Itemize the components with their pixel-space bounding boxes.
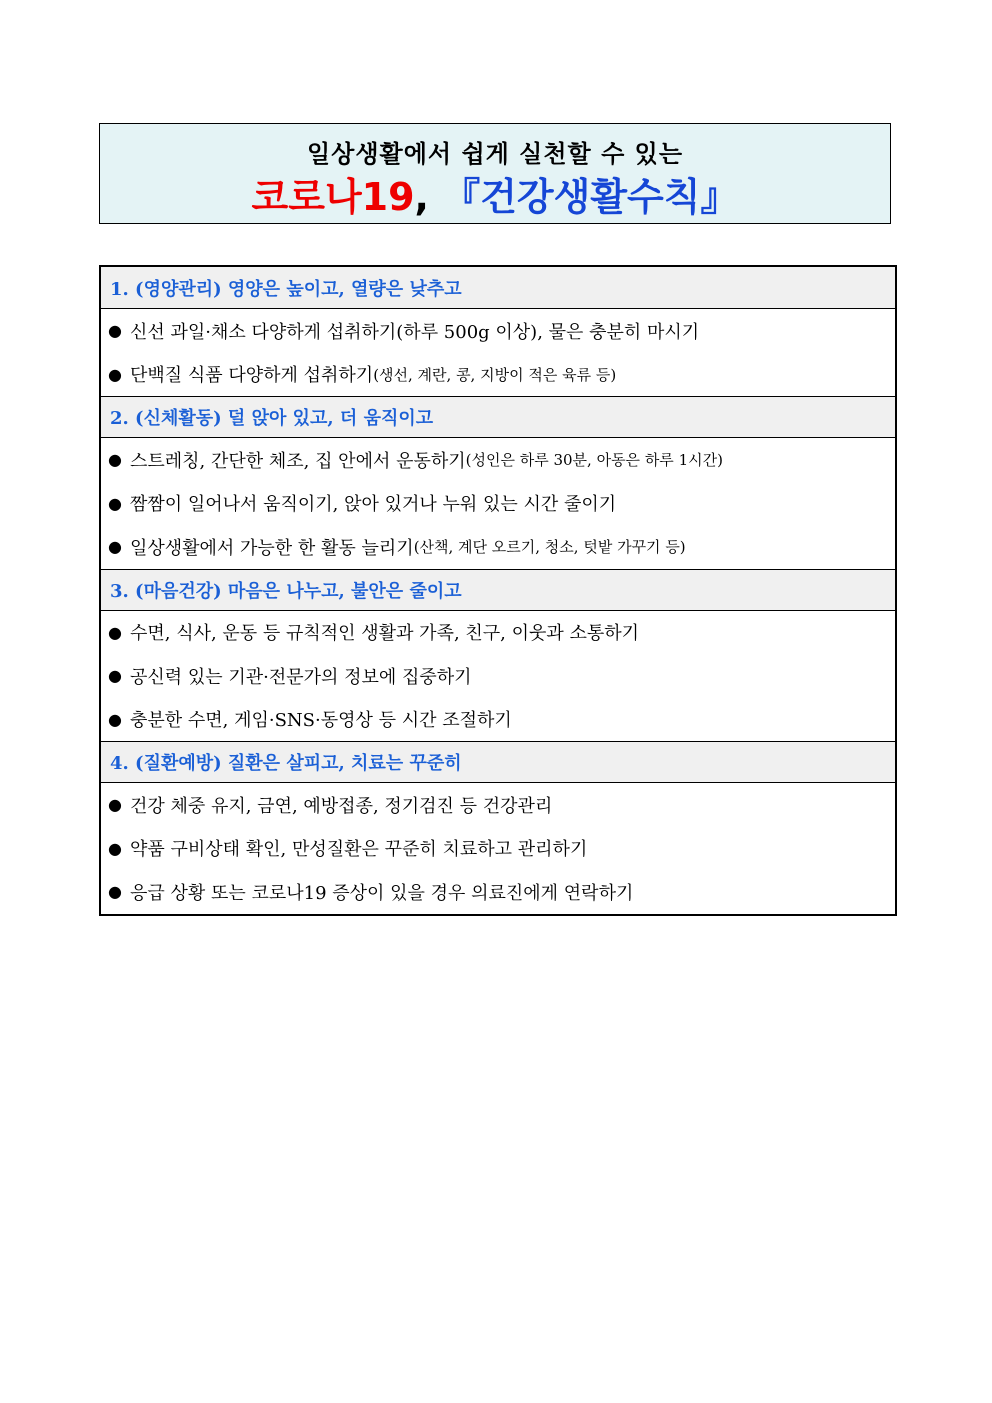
section-heading-activity: 2. (신체활동) 덜 앉아 있고, 더 움직이고 — [101, 396, 895, 438]
list-item — [101, 309, 895, 353]
title-box — [99, 123, 891, 224]
list-item — [101, 654, 895, 698]
section-items-disease-prevention — [101, 783, 895, 914]
list-item — [101, 482, 895, 526]
item-text: 충분한 수면, 게임·SNS·동영상 등 시간 조절하기 — [129, 710, 512, 732]
item-text: 약품 구비상태 확인, 만성질환은 꾸준히 치료하고 관리하기 — [129, 839, 588, 861]
bullet-icon: ● — [108, 493, 122, 513]
section-heading-nutrition: 1. (영양관리) 영양은 높이고, 열량은 낮추고 — [101, 267, 895, 309]
list-item — [101, 438, 895, 482]
item-text: 응급 상황 또는 코로나19 증상이 있을 경우 의료진에게 연락하기 — [129, 882, 634, 904]
section-items-mental-health — [101, 611, 895, 742]
section-heading-disease-prevention: 4. (질환예방) 질환은 살피고, 치료는 꾸준히 — [101, 741, 895, 783]
item-note: (산책, 계단 오르기, 청소, 텃밭 가꾸기 등) — [413, 538, 686, 557]
guidelines-table — [99, 265, 897, 916]
item-text: 건강 체중 유지, 금연, 예방접종, 정기검진 등 건강관리 — [129, 795, 553, 817]
bullet-icon: ● — [108, 364, 122, 384]
item-text: 단백질 식품 다양하게 섭취하기 — [129, 365, 374, 387]
title-separator: , — [414, 175, 443, 219]
bullet-icon: ● — [108, 709, 122, 729]
item-text: 스트레칭, 간단한 체조, 집 안에서 운동하기 — [129, 450, 466, 472]
list-item — [101, 870, 895, 914]
list-item — [101, 611, 895, 655]
title-guidelines: 『건강생활수칙』 — [442, 175, 739, 219]
bullet-icon: ● — [108, 795, 122, 815]
bullet-icon: ● — [108, 838, 122, 858]
list-item — [101, 525, 895, 569]
title-covid: 코로나19 — [251, 175, 415, 219]
title-main — [100, 175, 890, 219]
item-text: 일상생활에서 가능한 한 활동 늘리기 — [129, 537, 414, 559]
item-text: 수면, 식사, 운동 등 규칙적인 생활과 가족, 친구, 이웃과 소통하기 — [129, 623, 640, 645]
title-subtitle: 일상생활에서 쉽게 실천할 수 있는 — [307, 140, 683, 168]
bullet-icon: ● — [108, 450, 122, 470]
item-text: 짬짬이 일어나서 움직이기, 앉아 있거나 누워 있는 시간 줄이기 — [129, 494, 617, 516]
section-items-activity — [101, 438, 895, 569]
item-text: 신선 과일·채소 다양하게 섭취하기(하루 500g 이상), 물은 충분히 마시기 — [129, 321, 700, 343]
item-note: (생선, 계란, 콩, 지방이 적은 육류 등) — [373, 365, 617, 384]
section-heading-mental-health: 3. (마음건강) 마음은 나누고, 불안은 줄이고 — [101, 569, 895, 611]
list-item — [101, 698, 895, 742]
bullet-icon: ● — [108, 666, 122, 686]
list-item — [101, 827, 895, 871]
bullet-icon: ● — [108, 882, 122, 902]
bullet-icon: ● — [108, 537, 122, 557]
list-item — [101, 783, 895, 827]
list-item — [101, 353, 895, 397]
item-text: 공신력 있는 기관·전문가의 정보에 집중하기 — [129, 666, 472, 688]
bullet-icon: ● — [108, 321, 122, 341]
section-items-nutrition — [101, 309, 895, 396]
item-note: (성인은 하루 30분, 아동은 하루 1시간) — [465, 451, 723, 470]
bullet-icon: ● — [108, 622, 122, 642]
